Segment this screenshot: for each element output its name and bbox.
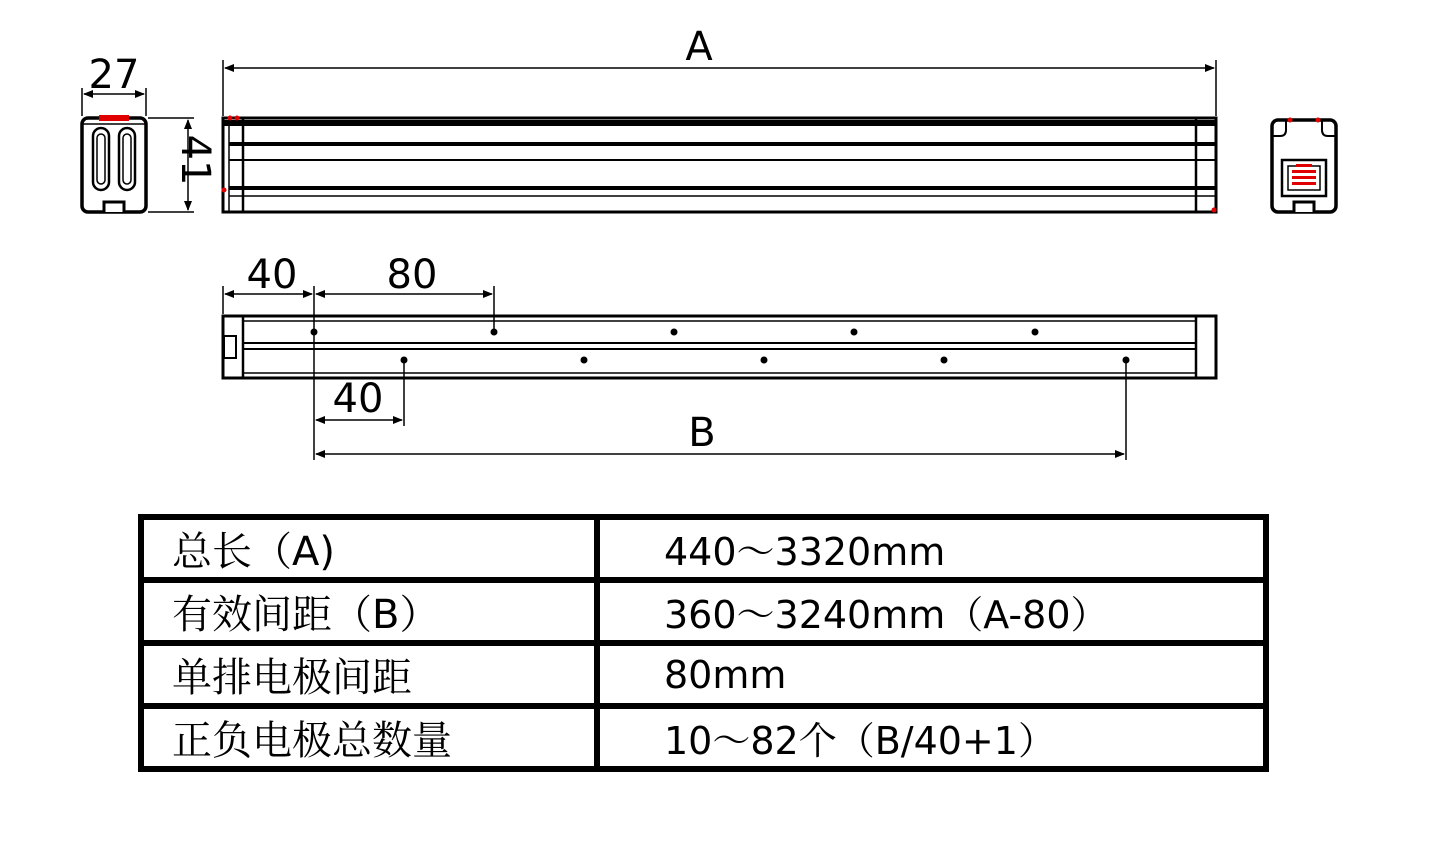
- end-view-left: [82, 118, 146, 212]
- row-label-total-length: 总长（A): [141, 517, 597, 580]
- width-label: 27: [88, 52, 140, 98]
- spec-table: [138, 514, 1269, 772]
- red-point: [1288, 118, 1293, 123]
- dimension-overall-length: [223, 60, 1216, 116]
- height-label: 41: [172, 134, 218, 186]
- electrode-point: [581, 357, 588, 364]
- red-point: [222, 188, 227, 193]
- overall-length-label: A: [685, 24, 713, 70]
- electrode-point: [761, 357, 768, 364]
- red-point: [1316, 118, 1321, 123]
- row-label-effective-span: 有效间距（B）: [141, 580, 597, 643]
- row-value-electrode-count: 10～82个（B/40+1）: [597, 706, 1266, 769]
- table-row: [141, 517, 1266, 580]
- row-value-total-length: 440～3320mm: [597, 517, 1266, 580]
- table-row: [141, 643, 1266, 706]
- table-row: [141, 706, 1266, 769]
- red-point: [1212, 208, 1217, 213]
- electrode-point: [941, 357, 948, 364]
- row-value-effective-span: 360～3240mm（A-80）: [597, 580, 1266, 643]
- row-value-electrode-pitch: 80mm: [597, 643, 1266, 706]
- pitch-label: 80: [386, 252, 438, 298]
- electrode-point: [1032, 329, 1039, 336]
- top-contact-mark: [99, 115, 129, 121]
- side-view: [223, 118, 1216, 212]
- connector-pins: [1292, 164, 1316, 185]
- table-row: [141, 580, 1266, 643]
- second-offset-label: 40: [332, 376, 384, 422]
- electrode-point: [671, 329, 678, 336]
- red-point: [235, 116, 240, 121]
- red-point: [228, 116, 233, 121]
- plan-view: [223, 316, 1216, 378]
- electrode-point: [851, 329, 858, 336]
- electrode-points: [311, 329, 1130, 364]
- row-label-electrode-pitch: 单排电极间距: [141, 643, 597, 706]
- first-offset-label: 40: [246, 252, 298, 298]
- effective-span-label: B: [688, 410, 716, 456]
- row-label-electrode-count: 正负电极总数量: [141, 706, 597, 769]
